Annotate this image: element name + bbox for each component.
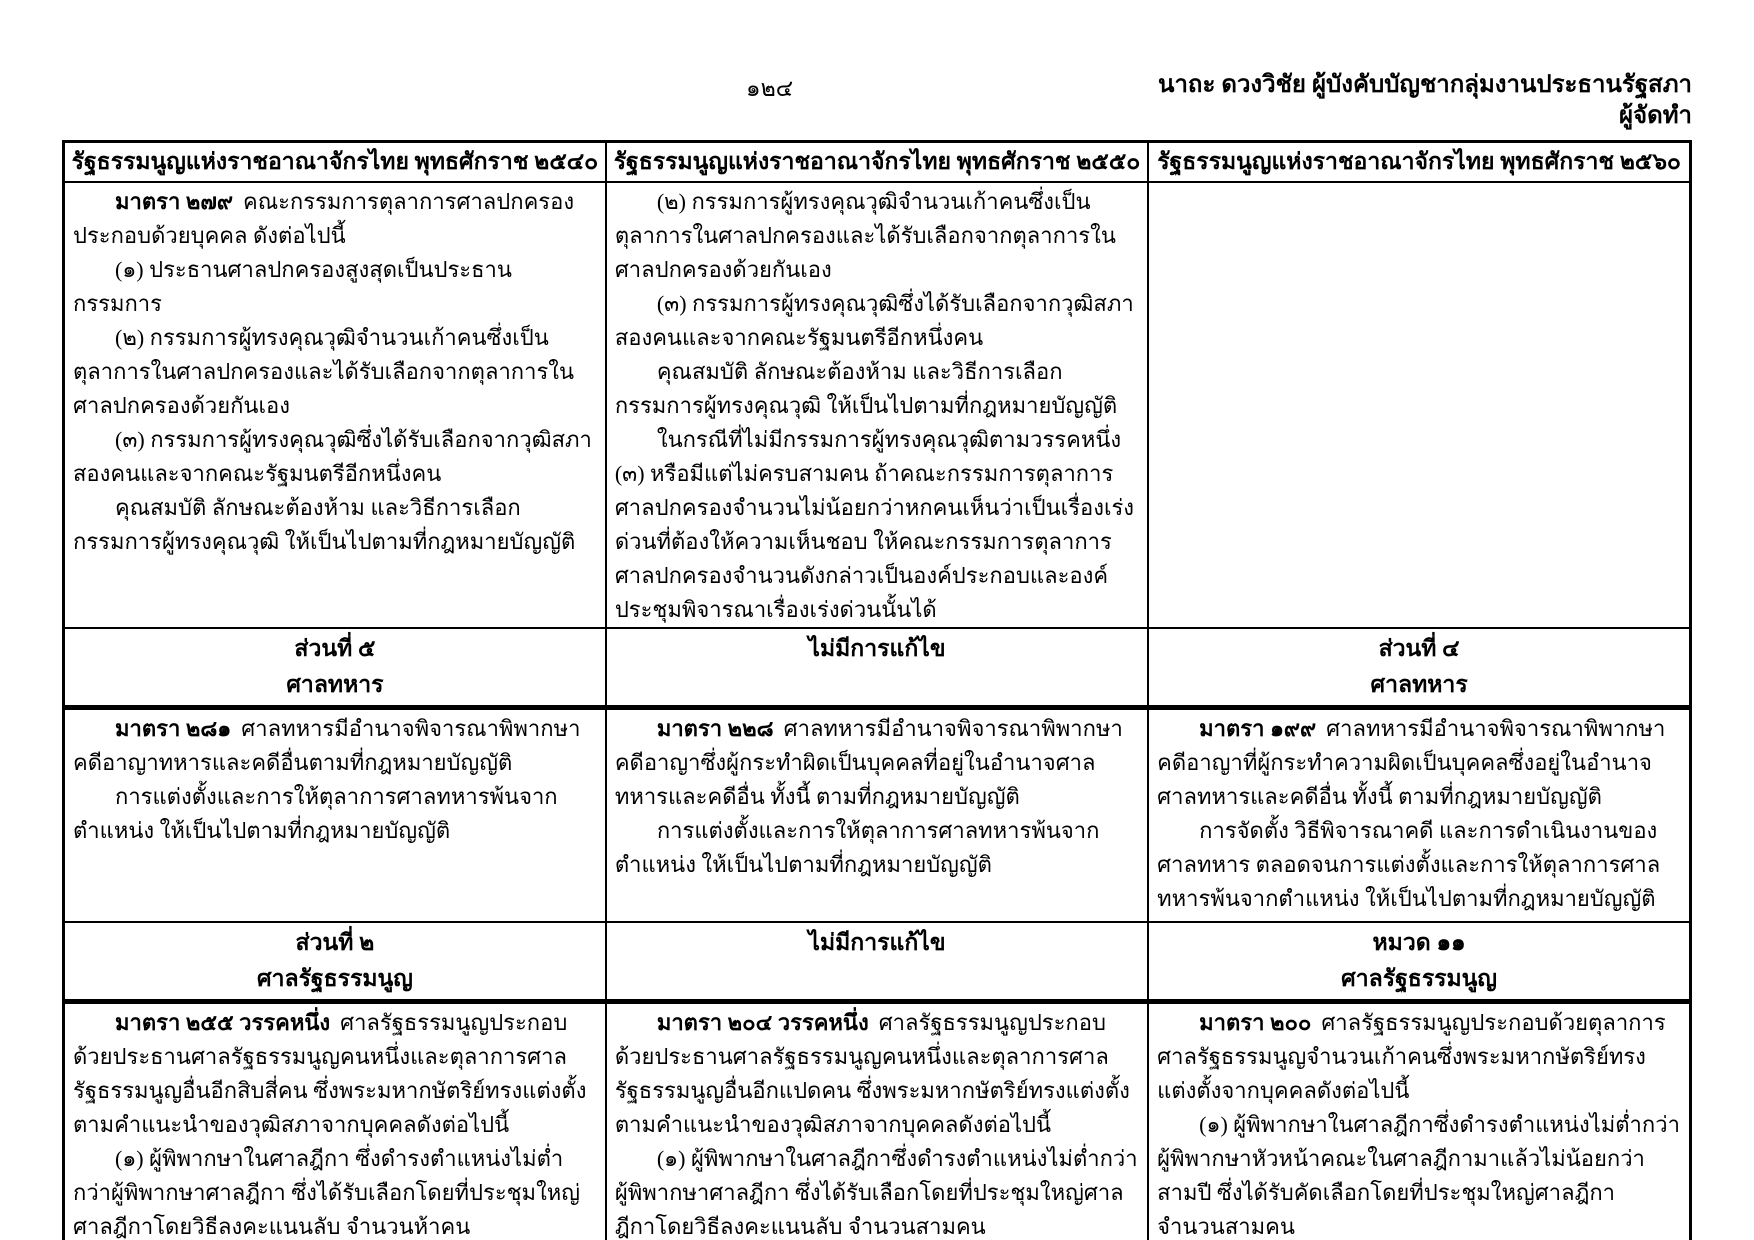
section-cell-2550-nochange <box>606 922 1148 1002</box>
paragraph-text: การจัดตั้ง วิธีพิจารณาคดี และการดำเนินงานของศาลทหาร ตลอดจนการแต่งตั้งและการให้ตุลาการศาลทหารพ้นจากตำแหน่ง ให้เป็นไปตามที่กฎหมายบัญญัติ <box>1157 818 1661 911</box>
paragraph <box>615 355 1139 423</box>
section-title: ส่วนที่ ๒ <box>295 930 375 955</box>
paragraph-text: คุณสมบัติ ลักษณะต้องห้าม และวิธีการเลือกกรรมการผู้ทรงคุณวุฒิ ให้เป็นไปตามที่กฎหมายบัญญัติ <box>614 359 1118 418</box>
column-header-constitution-2550: รัฐธรรมนูญแห่งราชอาณาจักรไทย พุทธศักราช ๒๕๕๐ <box>606 142 1148 183</box>
cell-2550-section204 <box>606 1002 1148 1240</box>
section-header-row <box>64 922 1691 1002</box>
paragraph-text: คณะกรรมการตุลาการศาลปกครองประกอบด้วยบุคคล ดังต่อไปนี้ <box>73 189 575 248</box>
article-number: มาตรา ๑๙๙ <box>1199 716 1317 741</box>
section-header-row <box>64 628 1691 708</box>
section-subtitle: ศาลรัฐธรรมนูญ <box>1341 966 1498 991</box>
paragraph-text: (๑) ผู้พิพากษาในศาลฎีกาซึ่งดำรงตำแหน่งไม่ต่ำกว่าผู้พิพากษาหัวหน้าคณะในศาลฎีกามาแล้วไม่น้อยกว่าสามปี ซึ่งได้รับคัดเลือกโดยที่ประชุมใหญ่ศาลฎีกา จำนวนสามคน <box>1157 1112 1680 1239</box>
paragraph <box>73 1142 597 1240</box>
section-cell-2550-nochange <box>606 628 1148 708</box>
paragraph <box>615 814 1139 882</box>
paragraph <box>73 253 597 321</box>
paragraph <box>73 423 597 491</box>
paragraph-text: (๓) กรรมการผู้ทรงคุณวุฒิซึ่งได้รับเลือกจากวุฒิสภาสองคนและจากคณะรัฐมนตรีอีกหนึ่งคน <box>614 291 1134 350</box>
cell-2550-section279-cont <box>606 182 1148 628</box>
article-number: มาตรา ๒๕๕ วรรคหนึ่ง <box>115 1010 331 1035</box>
article-number: มาตรา ๒๘๑ <box>115 716 232 741</box>
paragraph-text: (๑) ประธานศาลปกครองสูงสุดเป็นประธานกรรมการ <box>73 257 512 316</box>
article-number: มาตรา ๒๐๔ วรรคหนึ่ง <box>656 1010 869 1035</box>
paragraph-text: (๑) ผู้พิพากษาในศาลฎีกาซึ่งดำรงตำแหน่งไม่ต่ำกว่าผู้พิพากษาศาลฎีกา ซึ่งได้รับเลือกโดยที่ประชุมใหญ่ศาลฎีกาโดยวิธีลงคะแนนลับ จำนวนสามคน <box>614 1146 1138 1239</box>
paragraph-text: ในกรณีที่ไม่มีกรรมการผู้ทรงคุณวุฒิตามวรรคหนึ่ง (๓) หรือมีแต่ไม่ครบสามคน ถ้าคณะกรรมการตุลาการศาลปกครองจำนวนไม่น้อยกว่าหกคนเห็นว่าเป็นเรื่องเร่งด่วนที่ต้องให้ความเห็นชอบ ให้คณะกรรมการตุลาการศาลปกครองจำนวนดังกล่าวเป็นองค์ประกอบและองค์ประชุมพิจารณาเรื่องเร่งด่วนนั้นได้ <box>614 427 1135 622</box>
article-number: มาตรา ๒๐๐ <box>1199 1010 1312 1035</box>
paragraph-text: ศาลรัฐธรรมนูญประกอบด้วยตุลาการศาลรัฐธรรมนูญจำนวนเก้าคนซึ่งพระมหากษัตริย์ทรงแต่งตั้งจากบุคคลดังต่อไปนี้ <box>1157 1010 1666 1103</box>
article-number: มาตรา ๒๗๙ <box>115 189 233 214</box>
paragraph-text: การแต่งตั้งและการให้ตุลาการศาลทหารพ้นจากตำแหน่ง ให้เป็นไปตามที่กฎหมายบัญญัติ <box>73 784 558 843</box>
comparison-table <box>62 140 1692 1240</box>
paragraph <box>73 780 597 848</box>
table-header-row <box>64 142 1691 183</box>
cell-2540-section279 <box>64 182 606 628</box>
credit-line: นาถะ ดวงวิชัย ผู้บังคับบัญชากลุ่มงานประธานรัฐสภา <box>1158 72 1692 98</box>
section-subtitle: ศาลทหาร <box>286 672 384 697</box>
page-number: ๑๒๔ <box>746 76 794 101</box>
cell-2560-section200 <box>1148 1002 1690 1240</box>
section-title: ส่วนที่ ๕ <box>294 636 376 661</box>
paragraph-text: (๒) กรรมการผู้ทรงคุณวุฒิจำนวนเก้าคนซึ่งเป็นตุลาการในศาลปกครองและได้รับเลือกจากตุลาการในศาลปกครองด้วยกันเอง <box>614 189 1116 282</box>
paragraph-text: ศาลทหารมีอำนาจพิจารณาพิพากษาคดีอาญาที่ผู้กระทำความผิดเป็นบุคคลซึ่งอยู่ในอำนาจศาลทหารและคดีอื่น ทั้งนี้ ตามที่กฎหมายบัญญัติ <box>1157 716 1666 809</box>
paragraph-text: ศาลทหารมีอำนาจพิจารณาพิพากษาคดีอาญาซึ่งผู้กระทำผิดเป็นบุคคลที่อยู่ในอำนาจศาลทหารและคดีอื่น ทั้งนี้ ตามที่กฎหมายบัญญัติ <box>614 716 1123 809</box>
paragraph <box>73 321 597 423</box>
paragraph <box>73 491 597 559</box>
paragraph-text: ศาลทหารมีอำนาจพิจารณาพิพากษาคดีอาญาทหารและคดีอื่นตามที่กฎหมายบัญญัติ <box>73 716 581 775</box>
paragraph-text: การแต่งตั้งและการให้ตุลาการศาลทหารพ้นจากตำแหน่ง ให้เป็นไปตามที่กฎหมายบัญญัติ <box>614 818 1100 877</box>
paragraph-text: ศาลรัฐธรรมนูญประกอบด้วยประธานศาลรัฐธรรมนูญคนหนึ่งและตุลาการศาลรัฐธรรมนูญอื่นอีกแปดคน ซึ่งพระมหากษัตริย์ทรงแต่งตั้งตามคำแนะนำของวุฒิสภาจากบุคคลดังต่อไปนี้ <box>614 1010 1130 1137</box>
paragraph <box>615 185 1139 287</box>
section-title: หมวด ๑๑ <box>1372 930 1466 955</box>
paragraph-text: (๒) กรรมการผู้ทรงคุณวุฒิจำนวนเก้าคนซึ่งเป็นตุลาการในศาลปกครองและได้รับเลือกจากตุลาการในศาลปกครองด้วยกันเอง <box>73 325 575 418</box>
credit-block <box>1158 70 1692 132</box>
section-title: ส่วนที่ ๔ <box>1378 636 1460 661</box>
no-amendment-label: ไม่มีการแก้ไข <box>808 636 946 661</box>
paragraph <box>1157 1108 1681 1240</box>
table-row <box>64 1002 1691 1240</box>
paragraph <box>73 185 597 253</box>
section-cell-2540-part2 <box>64 922 606 1002</box>
section-cell-2540-part5 <box>64 628 606 708</box>
paragraph <box>615 712 1139 814</box>
paragraph-text: (๓) กรรมการผู้ทรงคุณวุฒิซึ่งได้รับเลือกจากวุฒิสภาสองคนและจากคณะรัฐมนตรีอีกหนึ่งคน <box>73 427 592 486</box>
paragraph <box>1157 712 1681 814</box>
paragraph <box>1157 814 1681 916</box>
paragraph <box>615 1006 1139 1142</box>
column-header-constitution-2540: รัฐธรรมนูญแห่งราชอาณาจักรไทย พุทธศักราช ๒๕๔๐ <box>64 142 606 183</box>
article-number: มาตรา ๒๒๘ <box>656 716 774 741</box>
paragraph-text: ศาลรัฐธรรมนูญประกอบด้วยประธานศาลรัฐธรรมนูญคนหนึ่งและตุลาการศาลรัฐธรรมนูญอื่นอีกสิบสี่คน ซึ่งพระมหากษัตริย์ทรงแต่งตั้งตามคำแนะนำของวุฒิสภาจากบุคคลดังต่อไปนี้ <box>73 1010 587 1137</box>
paragraph <box>73 712 597 780</box>
cell-2540-section255 <box>64 1002 606 1240</box>
paragraph <box>73 1006 597 1142</box>
paragraph <box>615 287 1139 355</box>
cell-2560-section199 <box>1148 708 1690 923</box>
paragraph-text: (๑) ผู้พิพากษาในศาลฎีกา ซึ่งดำรงตำแหน่งไม่ต่ำกว่าผู้พิพากษาศาลฎีกา ซึ่งได้รับเลือกโดยที่ประชุมใหญ่ศาลฎีกาโดยวิธีลงคะแนนลับ จำนวนห้าคน <box>73 1146 581 1239</box>
section-subtitle: ศาลรัฐธรรมนูญ <box>256 966 413 991</box>
cell-2560-empty <box>1148 182 1690 628</box>
table-row <box>64 708 1691 923</box>
paragraph <box>615 423 1139 627</box>
cell-2550-section228 <box>606 708 1148 923</box>
cell-2540-section281 <box>64 708 606 923</box>
no-amendment-label: ไม่มีการแก้ไข <box>808 930 946 955</box>
paragraph <box>615 1142 1139 1240</box>
paragraph <box>1157 1006 1681 1108</box>
table-row <box>64 182 1691 628</box>
section-subtitle: ศาลทหาร <box>1370 672 1468 697</box>
section-cell-2560-chapter11 <box>1148 922 1690 1002</box>
section-cell-2560-part4 <box>1148 628 1690 708</box>
credit-role: ผู้จัดทำ <box>1618 103 1692 129</box>
column-header-constitution-2560: รัฐธรรมนูญแห่งราชอาณาจักรไทย พุทธศักราช ๒๕๖๐ <box>1148 142 1690 183</box>
paragraph-text: คุณสมบัติ ลักษณะต้องห้าม และวิธีการเลือกกรรมการผู้ทรงคุณวุฒิ ให้เป็นไปตามที่กฎหมายบัญญัติ <box>73 495 576 554</box>
